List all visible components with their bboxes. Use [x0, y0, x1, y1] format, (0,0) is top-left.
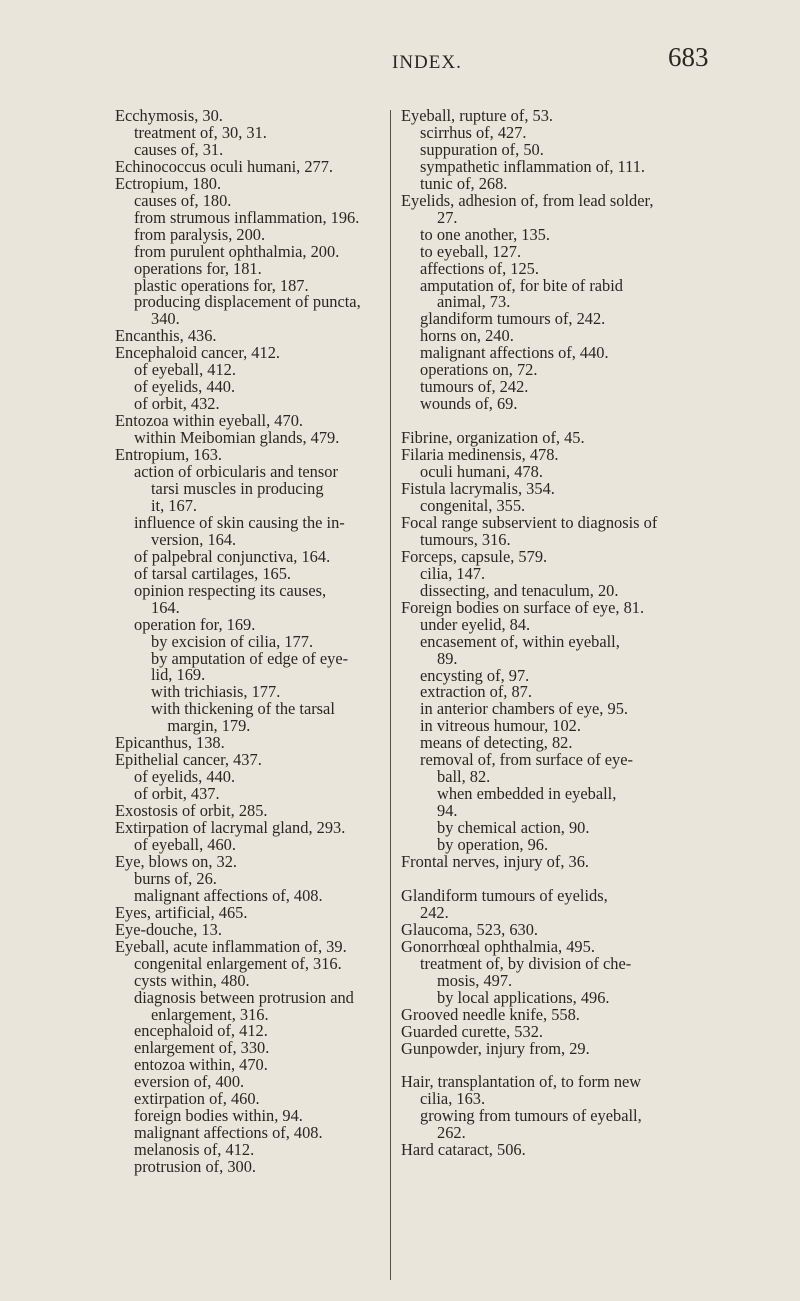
index-subentry: eversion of, 400.	[134, 1072, 245, 1092]
index-subentry: of tarsal cartilages, 165.	[134, 563, 292, 583]
index-subentry: melanosis of, 412.	[134, 1140, 255, 1160]
index-subentry: extraction of, 87.	[420, 682, 532, 702]
index-subentry: malignant affections of, 408.	[134, 1123, 323, 1143]
index-entry: Glaucoma, 523, 630.	[401, 919, 539, 939]
index-subentry: means of detecting, 82.	[420, 733, 573, 753]
index-subentry: by operation, 96.	[437, 835, 549, 855]
index-subentry: burns of, 26.	[134, 868, 217, 888]
index-subentry: margin, 179.	[151, 716, 251, 736]
index-subentry: wounds of, 69.	[420, 394, 518, 414]
index-entry: Encanthis, 436.	[115, 326, 217, 346]
index-entry: Fibrine, organization of, 45.	[401, 428, 585, 448]
index-subentry: it, 167.	[151, 495, 197, 515]
index-subentry: action of orbicularis and tensor	[134, 462, 338, 482]
column-divider	[390, 110, 391, 1280]
index-entry: Forceps, capsule, 579.	[401, 546, 548, 566]
index-entry: Eyelids, adhesion of, from lead solder,	[401, 190, 654, 210]
index-subentry: amputation of, for bite of rabid	[420, 275, 624, 295]
index-subentry: malignant affections of, 408.	[134, 885, 323, 905]
index-subentry: scirrhus of, 427.	[420, 122, 527, 142]
index-subentry: 242.	[420, 902, 449, 922]
index-subentry: ball, 82.	[437, 767, 491, 787]
index-subentry: cilia, 147.	[420, 563, 486, 583]
index-entry: Fistula lacrymalis, 354.	[401, 479, 555, 499]
index-entry: Eyes, artificial, 465.	[115, 902, 248, 922]
index-entry: Epicanthus, 138.	[115, 733, 225, 753]
index-subentry: in anterior chambers of eye, 95.	[420, 699, 628, 719]
index-subentry: protrusion of, 300.	[134, 1157, 257, 1177]
index-entry: Filaria medinensis, 478.	[401, 445, 559, 465]
index-subentry: cysts within, 480.	[134, 970, 250, 990]
index-subentry: treatment of, by division of che-	[420, 953, 632, 973]
index-subentry: of eyelids, 440.	[134, 377, 236, 397]
index-subentry: of palpebral conjunctiva, 164.	[134, 546, 331, 566]
index-subentry: by local applications, 496.	[437, 987, 610, 1007]
running-title: INDEX.	[392, 52, 462, 73]
index-subentry: of eyeball, 412.	[134, 360, 236, 380]
index-subentry: malignant affections of, 440.	[420, 343, 609, 363]
index-subentry: by amputation of edge of eye-	[151, 648, 349, 668]
index-subentry: 164.	[151, 597, 180, 617]
index-subentry: encasement of, within eyeball,	[420, 631, 620, 651]
index-entry: Eye, blows on, 32.	[115, 851, 238, 871]
index-subentry: to eyeball, 127.	[420, 241, 522, 261]
index-subentry: enlargement of, 330.	[134, 1038, 270, 1058]
index-subentry: tumours of, 242.	[420, 377, 529, 397]
index-subentry: 262.	[437, 1123, 466, 1143]
index-subentry: in vitreous humour, 102.	[420, 716, 581, 736]
index-entry: Ectropium, 180.	[115, 173, 222, 193]
index-subentry: with trichiasis, 177.	[151, 682, 281, 702]
index-subentry: tumours, 316.	[420, 529, 511, 549]
index-subentry: opinion respecting its causes,	[134, 580, 327, 600]
index-subentry: 89.	[437, 648, 458, 668]
index-subentry: plastic operations for, 187.	[134, 275, 309, 295]
index-subentry: enlargement, 316.	[151, 1004, 269, 1024]
index-subentry: treatment of, 30, 31.	[134, 122, 267, 142]
index-entry: Frontal nerves, injury of, 36.	[401, 851, 590, 871]
index-subentry: affections of, 125.	[420, 258, 539, 278]
index-subentry: by chemical action, 90.	[437, 818, 590, 838]
index-subentry: causes of, 180.	[134, 190, 232, 210]
index-subentry: operation for, 169.	[134, 614, 256, 634]
index-subentry: mosis, 497.	[437, 970, 513, 990]
index-entry: Grooved needle knife, 558.	[401, 1004, 580, 1024]
index-entry: Eyeball, rupture of, 53.	[401, 106, 554, 125]
index-subentry: growing from tumours of eyeball,	[420, 1106, 642, 1126]
index-entry: Exostosis of orbit, 285.	[115, 801, 268, 821]
index-subentry: cilia, 163.	[420, 1089, 486, 1109]
index-subentry: foreign bodies within, 94.	[134, 1106, 303, 1126]
page-number: 683	[668, 42, 709, 72]
index-subentry: congenital, 355.	[420, 495, 526, 515]
index-entry: Epithelial cancer, 437.	[115, 750, 262, 770]
index-entry: Eyeball, acute inflammation of, 39.	[115, 936, 347, 956]
index-subentry: influence of skin causing the in-	[134, 512, 345, 532]
index-subentry: within Meibomian glands, 479.	[134, 428, 340, 448]
index-subentry: tarsi muscles in producing	[151, 478, 324, 498]
index-subentry: operations for, 181.	[134, 258, 262, 278]
index-subentry: oculi humani, 478.	[420, 462, 543, 482]
index-entry: Ecchymosis, 30.	[115, 106, 223, 125]
index-subentry: to one another, 135.	[420, 224, 550, 244]
index-subentry: causes of, 31.	[134, 139, 224, 159]
index-subentry: tunic of, 268.	[420, 173, 508, 193]
index-subentry: removal of, from surface of eye-	[420, 750, 633, 770]
index-entry: Encephaloid cancer, 412.	[115, 343, 280, 363]
index-subentry: extirpation of, 460.	[134, 1089, 260, 1109]
index-subentry: by excision of cilia, 177.	[151, 631, 314, 651]
index-subentry: of orbit, 437.	[134, 784, 220, 804]
index-subentry: congenital enlargement of, 316.	[134, 953, 342, 973]
index-subentry: encysting of, 97.	[420, 665, 530, 685]
index-entry: Foreign bodies on surface of eye, 81.	[401, 597, 645, 617]
index-entry: Hard cataract, 506.	[401, 1140, 526, 1160]
index-entry: Glandiform tumours of eyelids,	[401, 885, 608, 905]
index-subentry: from paralysis, 200.	[134, 224, 266, 244]
index-subentry: 27.	[437, 207, 458, 227]
index-subentry: operations on, 72.	[420, 360, 538, 380]
index-subentry: horns on, 240.	[420, 326, 514, 346]
index-subentry: suppuration of, 50.	[420, 139, 544, 159]
index-subentry: with thickening of the tarsal	[151, 699, 335, 719]
index-subentry: of orbit, 432.	[134, 394, 220, 414]
index-subentry: of eyelids, 440.	[134, 767, 236, 787]
index-subentry: 94.	[437, 801, 458, 821]
index-entry: Gonorrhœal ophthalmia, 495.	[401, 936, 595, 956]
index-subentry: from purulent ophthalmia, 200.	[134, 241, 340, 261]
index-entry: Echinococcus oculi humani, 277.	[115, 156, 334, 176]
index-entry: Entozoa within eyeball, 470.	[115, 411, 303, 431]
index-subentry: under eyelid, 84.	[420, 614, 531, 634]
index-entry: Entropium, 163.	[115, 445, 222, 465]
index-subentry: encephaloid of, 412.	[134, 1021, 268, 1041]
index-subentry: glandiform tumours of, 242.	[420, 309, 606, 329]
page-header	[0, 42, 800, 82]
index-subentry: lid, 169.	[151, 665, 206, 685]
index-entry: Eye-douche, 13.	[115, 919, 222, 939]
index-entry: Gunpowder, injury from, 29.	[401, 1038, 590, 1058]
index-entry: Guarded curette, 532.	[401, 1021, 543, 1041]
index-subentry: animal, 73.	[437, 292, 511, 312]
index-subentry: diagnosis between protrusion and	[134, 987, 354, 1007]
index-entry: Extirpation of lacrymal gland, 293.	[115, 818, 346, 838]
index-subentry: from strumous inflammation, 196.	[134, 207, 360, 227]
index-subentry: version, 164.	[151, 529, 237, 549]
index-subentry: 340.	[151, 309, 180, 329]
index-subentry: when embedded in eyeball,	[437, 784, 617, 804]
index-subentry: of eyeball, 460.	[134, 834, 236, 854]
index-entry: Hair, transplantation of, to form new	[401, 1072, 642, 1092]
index-column-right	[401, 108, 731, 1159]
index-subentry: sympathetic inflammation of, 111.	[420, 156, 646, 176]
index-entry: Focal range subservient to diagnosis of	[401, 512, 658, 532]
index-subentry: producing displacement of puncta,	[134, 292, 361, 312]
index-subentry: dissecting, and tenaculum, 20.	[420, 580, 619, 600]
index-subentry: entozoa within, 470.	[134, 1055, 268, 1075]
